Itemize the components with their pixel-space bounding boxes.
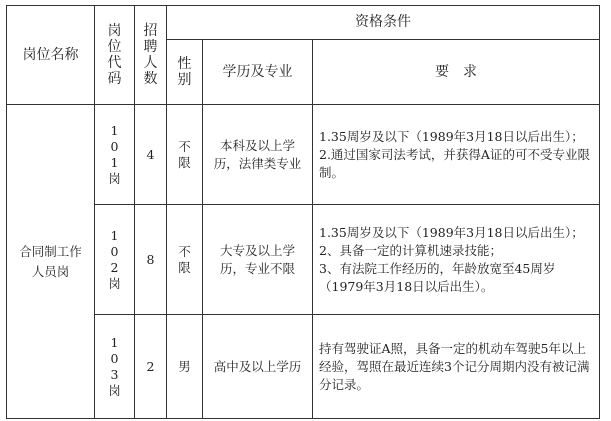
table-row: [7, 205, 600, 315]
row-2-gender: 不限: [167, 205, 203, 315]
group-position-cell: 合同制工作人员岗: [7, 105, 95, 419]
table-row: [7, 315, 600, 419]
header-requirements: 要 求: [313, 40, 600, 105]
table-row: [7, 105, 600, 205]
requirement-line: 1.35周岁及以下（1989年3月18日以后出生）；: [319, 224, 584, 240]
header-position-name: 岗位名称: [7, 6, 95, 105]
header-recruit-count: 招聘人数: [135, 6, 167, 105]
row-2-education: 大专及以上学历，专业不限: [203, 205, 313, 315]
header-education-major: 学历及专业: [203, 40, 313, 105]
requirement-line: 1.35周岁及以下（1989年3月18日以后出生）；: [319, 128, 584, 144]
header-position-code: 岗位代码: [95, 6, 135, 105]
row-1-code: 101岗: [95, 105, 135, 205]
row-1-gender: 不限: [167, 105, 203, 205]
row-2-count: 8: [135, 205, 167, 315]
row-3-count: 2: [135, 315, 167, 419]
header-qualifications: 资格条件: [167, 6, 600, 40]
header-gender: 性别: [167, 40, 203, 105]
requirement-line: 2、具备一定的计算机速录技能；: [319, 242, 502, 258]
requirement-line: 持有驾驶证A照，具备一定的机动车驾驶5年以上经验，驾照在最近连续3个记分周期内没有被记满分记录。: [319, 340, 590, 392]
row-1-education: 本科及以上学历，法律类专业: [203, 105, 313, 205]
row-3-code: 103岗: [95, 315, 135, 419]
row-2-code: 102岗: [95, 205, 135, 315]
row-1-requirements: [313, 105, 600, 205]
requirement-line: 2.通过国家司法考试，并获得A证的可不受专业限制。: [319, 146, 590, 180]
requirement-line: 3、有法院工作经历的，年龄放宽至45周岁（1979年3月18日以后出生）。: [319, 260, 556, 294]
row-3-gender: 男: [167, 315, 203, 419]
row-3-education: 高中及以上学历: [203, 315, 313, 419]
row-3-requirements: [313, 315, 600, 419]
recruitment-table: [6, 5, 600, 419]
row-1-count: 4: [135, 105, 167, 205]
row-2-requirements: [313, 205, 600, 315]
